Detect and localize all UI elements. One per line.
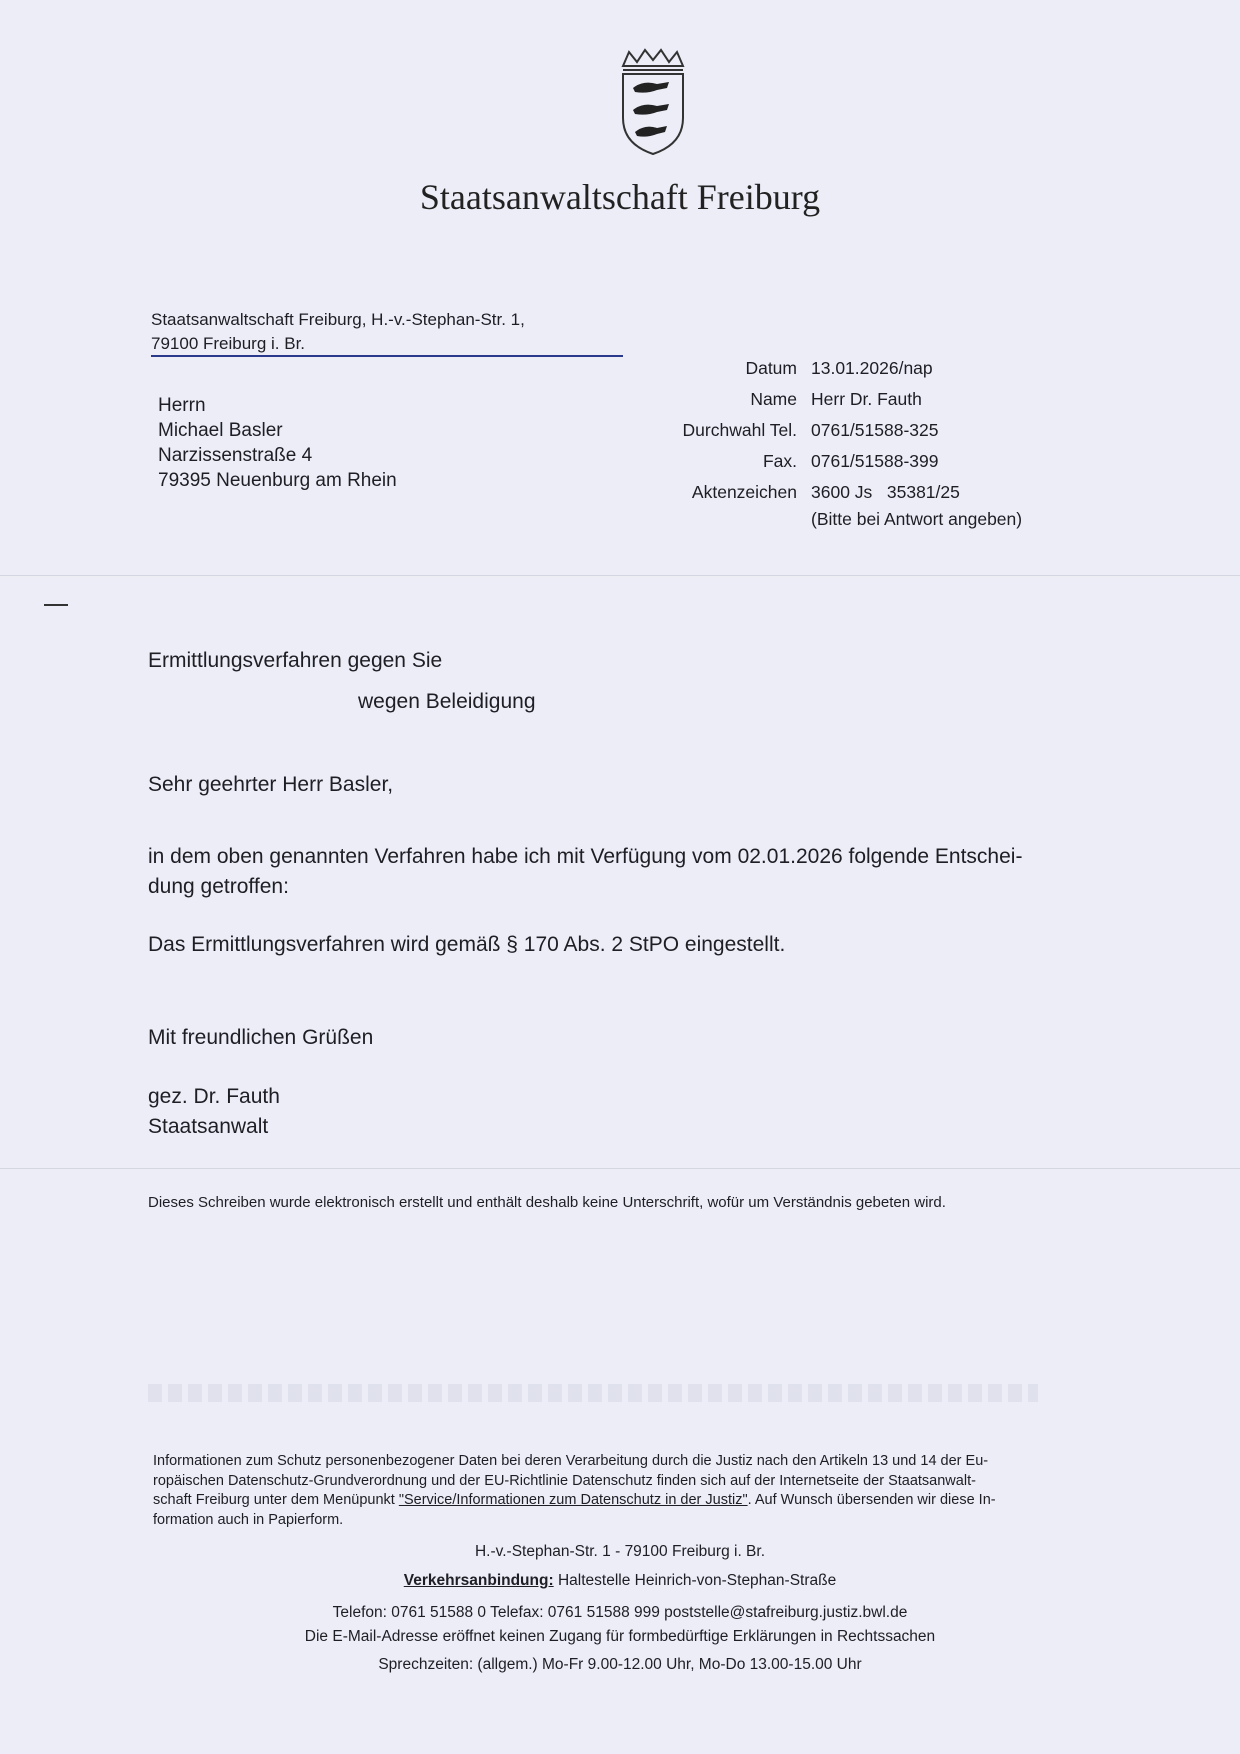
meta-label: Durchwahl Tel. bbox=[682, 420, 797, 440]
subject-label: wegen bbox=[358, 690, 420, 713]
subject-label: Ermittlungsverfahren gegen bbox=[148, 649, 406, 672]
privacy-text: schaft Freiburg unter dem Menüpunkt bbox=[153, 1492, 399, 1508]
meta-label: Datum bbox=[745, 358, 797, 378]
transport-value: Haltestelle Heinrich-von-Stephan-Straße bbox=[557, 1572, 837, 1589]
meta-label: Fax. bbox=[762, 451, 797, 471]
paper-fold-line bbox=[0, 1168, 1240, 1170]
signer-name: gez. Dr. Fauth bbox=[148, 1085, 280, 1108]
electronic-notice: Dieses Schreiben wurde elektronisch erstellt und enthält deshalb keine Unterschrift, wofür um Verständnis gebeten wird. bbox=[148, 1194, 946, 1211]
footer-contact: Telefon: 0761 51588 0 Telefax: 0761 51588 999 poststelle@stafreiburg.justiz.bwl.de bbox=[332, 1604, 908, 1621]
transport-label: Verkehrsanbindung: bbox=[403, 1572, 554, 1589]
letter-metadata bbox=[600, 358, 1120, 530]
privacy-line: formation auch in Papierform. bbox=[153, 1511, 344, 1528]
meta-value: 3600 Js 35381/25 bbox=[811, 482, 960, 502]
recipient-street: Narzissenstraße 4 bbox=[158, 445, 313, 466]
meta-value: Herr Dr. Fauth bbox=[811, 389, 922, 409]
paper-fold-line bbox=[0, 575, 1240, 577]
recipient-city: 79395 Neuenburg am Rhein bbox=[158, 470, 397, 491]
privacy-line: Informationen zum Schutz personenbezogener Daten bei deren Verarbeitung durch die Justiz nach den Artikeln 13 und 14 der Eu- bbox=[153, 1453, 989, 1469]
sender-line-2: 79100 Freiburg i. Br. bbox=[151, 334, 306, 353]
letter-salutation: Sehr geehrter Herr Basler, bbox=[148, 773, 394, 796]
fold-mark bbox=[44, 604, 68, 606]
privacy-line: ropäischen Datenschutz-Grundverordnung und der EU-Richtlinie Datenschutz finden sich auf der Internetseite der Staatsanwalt- bbox=[153, 1472, 976, 1489]
meta-label: Name bbox=[750, 389, 797, 409]
meta-value: 0761/51588-399 bbox=[811, 451, 939, 471]
privacy-link[interactable]: "Service/Informationen zum Datenschutz in der Justiz" bbox=[398, 1492, 748, 1508]
coat-of-arms-icon bbox=[617, 48, 689, 158]
bleed-through-text bbox=[148, 1384, 1038, 1402]
paragraph-line: dung getroffen: bbox=[148, 875, 289, 898]
footer-address: H.-v.-Stephan-Str. 1 - 79100 Freiburg i. Br. bbox=[474, 1543, 766, 1560]
footer-email-notice: Die E-Mail-Adresse eröffnet keinen Zugang für formbedürftige Erklärungen in Rechtssachen bbox=[304, 1628, 936, 1645]
privacy-notice bbox=[153, 1452, 1113, 1530]
recipient-address bbox=[158, 393, 397, 493]
footer-transport bbox=[0, 1572, 1240, 1590]
letter-closing: Mit freundlichen Grüßen bbox=[148, 1026, 374, 1049]
letter-decision: Das Ermittlungsverfahren wird gemäß § 170 Abs. 2 StPO eingestellt. bbox=[148, 933, 786, 956]
meta-row-fax bbox=[600, 451, 1120, 482]
footer-hours: Sprechzeiten: (allgem.) Mo-Fr 9.00-12.00 Uhr, Mo-Do 13.00-15.00 Uhr bbox=[378, 1656, 862, 1673]
meta-note: (Bitte bei Antwort angeben) bbox=[811, 509, 1023, 529]
meta-row-date bbox=[600, 358, 1120, 389]
subject-line-1 bbox=[148, 646, 442, 676]
letter-paragraph bbox=[148, 842, 1108, 902]
recipient-salutation: Herrn bbox=[158, 395, 206, 416]
meta-row-phone bbox=[600, 420, 1120, 451]
paragraph-line: in dem oben genannten Verfahren habe ich mit Verfügung vom 02.01.2026 folgende Entschei- bbox=[148, 845, 1023, 868]
meta-label: Aktenzeichen bbox=[691, 482, 797, 502]
subject-value: Sie bbox=[411, 649, 443, 672]
privacy-text: . Auf Wunsch übersenden wir diese In- bbox=[747, 1492, 996, 1508]
meta-value: 13.01.2026/nap bbox=[811, 358, 933, 378]
sender-address bbox=[151, 308, 525, 356]
meta-row-name bbox=[600, 389, 1120, 420]
subject-value: Beleidigung bbox=[425, 690, 536, 713]
signature-block bbox=[148, 1082, 280, 1142]
sender-divider bbox=[151, 355, 623, 357]
sender-line-1: Staatsanwaltschaft Freiburg, H.-v.-Stephan-Str. 1, bbox=[151, 310, 525, 329]
privacy-line bbox=[153, 1491, 1113, 1511]
signer-title: Staatsanwalt bbox=[148, 1115, 269, 1138]
recipient-name: Michael Basler bbox=[158, 420, 283, 441]
authority-title: Staatsanwaltschaft Freiburg bbox=[419, 177, 821, 217]
subject-line-2 bbox=[358, 687, 536, 717]
meta-value: 0761/51588-325 bbox=[811, 420, 939, 440]
